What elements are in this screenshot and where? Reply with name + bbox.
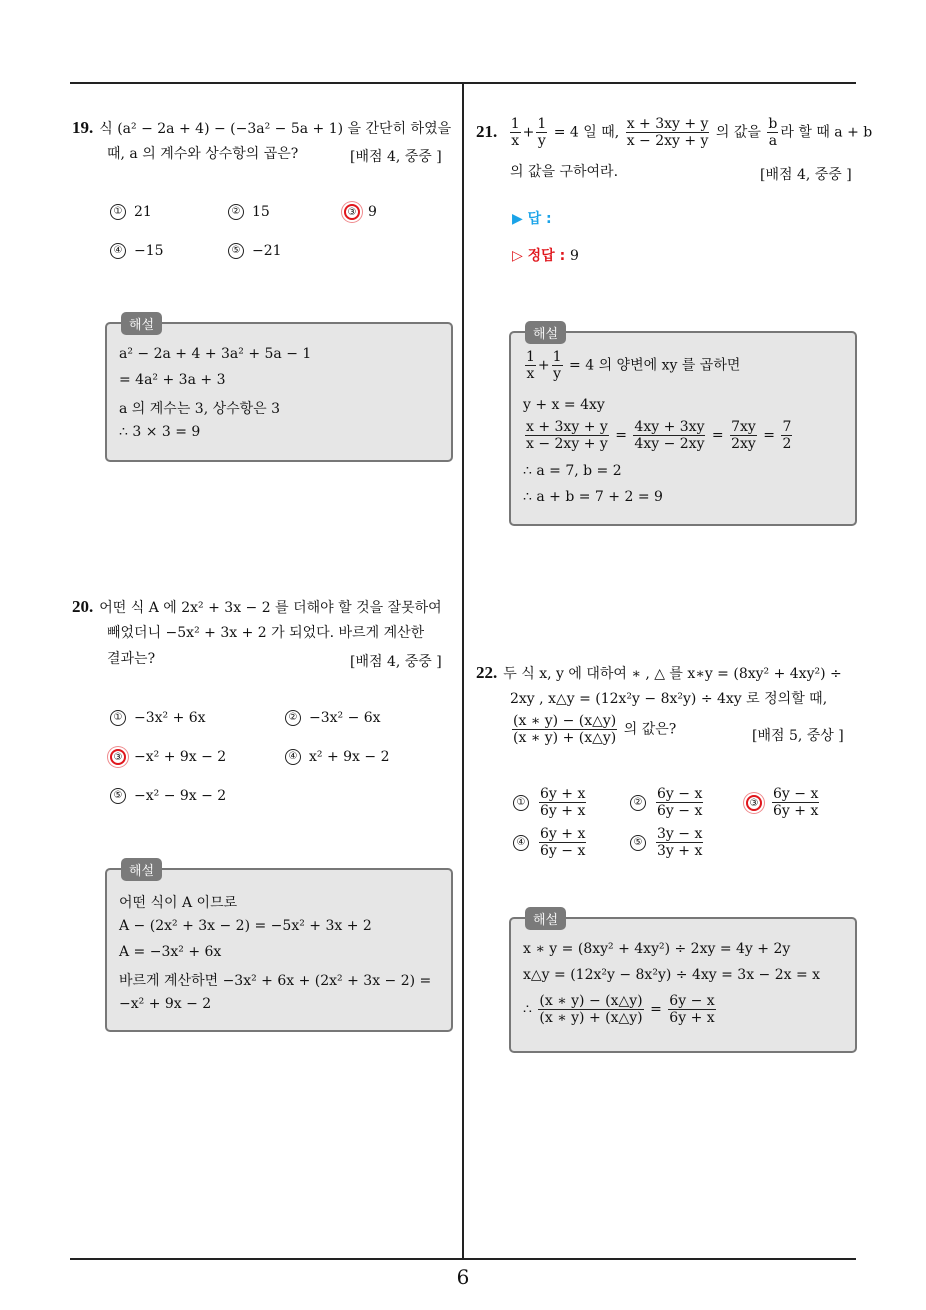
q21-explain-line: $\frac{x + 3xy + y}{x - 2xy + y}$ = $\frac{4xy + 3xy}{4xy - 2xy}$ = $\frac{7xy}{2xy}$ = $\frac{7}{2}$ (526, 419, 792, 452)
q19-explain-line: a 의 계수는 3, 상수항은 3 (119, 401, 281, 417)
q22-meta: [배점 5, 중상 ] (752, 728, 844, 744)
q20-choice-2[interactable]: ② −3x² − 6x (285, 710, 381, 726)
q19-choice-1[interactable]: ① 21 (110, 204, 152, 220)
q21-explain-line: ∴ a = 7, b = 2 (523, 463, 622, 479)
q20-explain-line: −x² + 9x − 2 (119, 996, 212, 1012)
q20-explain-line: 어떤 식이 A 이므로 (119, 895, 238, 911)
q21-line2: 의 값을 구하여라. (510, 164, 619, 180)
q22-explanation-tag: 해설 (525, 907, 566, 930)
q20-choice-3[interactable]: ③ −x² + 9x − 2 (110, 749, 226, 765)
q20-meta: [배점 4, 중중 ] (350, 654, 442, 670)
q20-explain-line: 바르게 계산하면 −3x² + 6x + (2x² + 3x − 2) = (119, 973, 432, 989)
q19-explanation-tag: 해설 (121, 312, 162, 335)
q22-line2: 2xy , x△y = (12x²y − 8x²y) ÷ 4xy 로 정의할 때, (510, 691, 828, 707)
q22-explain-line: x△y = (12x²y − 8x²y) ÷ 4xy = 3x − 2x = x (523, 967, 821, 983)
q20-line2: 빼었더니 −5x² + 3x + 2 가 되었다. 바르게 계산한 (107, 625, 425, 641)
q19-meta: [배점 4, 중중 ] (350, 149, 442, 165)
q21-explain-line: y + x = 4xy (523, 397, 605, 413)
q22-line3: $\frac{(x ∗ y) - (x\triangle y)}{(x ∗ y) + (x\triangle y)}$ 의 값은? (513, 713, 677, 746)
q19-choice-2[interactable]: ② 15 (228, 204, 270, 220)
q22-choice-5[interactable]: ⑤ $\frac{3y - x}{3y + x}$ (630, 826, 705, 859)
q20-explain-line: A − (2x² + 3x − 2) = −5x² + 3x + 2 (119, 918, 372, 934)
q21-line1: 21. $\frac{1}{x}$ + $\frac{1}{y}$ = 4 일 때, $\frac{x + 3xy + y}{x - 2xy + y}$ 의 값을 $\frac{b}{a}$ 라 할 때 a + b (476, 116, 873, 149)
q21-explain-line: ∴ a + b = 7 + 2 = 9 (523, 489, 663, 505)
selected-circle-icon: ③ (110, 749, 126, 765)
q20-line1: 20. 어떤 식 A 에 2x² + 3x − 2 를 더해야 할 것을 잘못하여 (72, 597, 442, 616)
q19-line2: 때, a 의 계수와 상수항의 곱은? (107, 146, 299, 162)
q22-explanation-box (509, 913, 857, 1053)
q22-choice-3[interactable]: ③ $\frac{6y - x}{6y + x}$ (746, 786, 821, 819)
bottom-rule (70, 1258, 856, 1260)
q21-frac-1x: $\frac{1}{x}$ (510, 116, 520, 149)
q19-choice-4[interactable]: ④ −15 (110, 243, 164, 259)
q21-frac-1y: $\frac{1}{y}$ (537, 116, 547, 149)
q19-explain-line: = 4a² + 3a + 3 (119, 372, 226, 388)
q22-frac-expr: $\frac{(x ∗ y) - (x\triangle y)}{(x ∗ y) + (x\triangle y)}$ (513, 713, 617, 746)
q22-choice-1[interactable]: ① $\frac{6y + x}{6y + x}$ (513, 786, 588, 819)
q20-choice-4[interactable]: ④ x² + 9x − 2 (285, 749, 389, 765)
page-number: 6 (456, 1265, 470, 1289)
selected-circle-icon: ③ (746, 795, 762, 811)
q20-explanation-tag: 해설 (121, 858, 162, 881)
q21-answer-label[interactable]: ▶ 답 : (512, 211, 552, 227)
q20-choice-5[interactable]: ⑤ −x² − 9x − 2 (110, 788, 226, 804)
q21-meta: [배점 4, 중중 ] (760, 167, 852, 183)
selected-circle-icon: ③ (344, 204, 360, 220)
q21-explanation-tag: 해설 (525, 321, 566, 344)
q21-frac-ba: $\frac{b}{a}$ (768, 116, 778, 149)
q21-explanation-box (509, 327, 857, 526)
q20-explanation-box (105, 864, 453, 1032)
q20-explain-line: A = −3x² + 6x (119, 944, 222, 960)
q19-choice-5[interactable]: ⑤ −21 (228, 243, 282, 259)
q19-explanation-box (105, 318, 453, 462)
q22-line1: 22. 두 식 x, y 에 대하여 ∗ , △ 를 x∗y = (8xy² + 4xy²) ÷ (476, 663, 842, 682)
q22-choice-2[interactable]: ② $\frac{6y - x}{6y - x}$ (630, 786, 705, 819)
q21-frac-expr: $\frac{x + 3xy + y}{x - 2xy + y}$ (626, 116, 709, 149)
column-divider (462, 82, 464, 1258)
q22-explain-line: x ∗ y = (8xy² + 4xy²) ÷ 2xy = 4y + 2y (523, 941, 791, 957)
q19-choice-3[interactable]: ③ 9 (344, 204, 377, 220)
q19-line1: 19. 식 (a² − 2a + 4) − (−3a² − 5a + 1) 을 간단히 하였을 (72, 118, 452, 137)
q22-explain-line: ∴ $\frac{(x ∗ y) - (x\triangle y)}{(x ∗ y) + (x\triangle y)}$ = $\frac{6y - x}{6y + x}$ (523, 993, 715, 1026)
q22-choice-4[interactable]: ④ $\frac{6y + x}{6y - x}$ (513, 826, 588, 859)
q19-explain-line: ∴ 3 × 3 = 9 (119, 424, 201, 440)
q20-choice-1[interactable]: ① −3x² + 6x (110, 710, 206, 726)
q19-explain-line: a² − 2a + 4 + 3a² + 5a − 1 (119, 346, 312, 362)
q21-explain-line: $\frac{1}{x}$ + $\frac{1}{y}$ = 4 의 양변에 xy 를 곱하면 (526, 349, 741, 382)
q21-correct-answer: ▷ 정답 : 9 (512, 248, 579, 264)
q20-line3: 결과는? (107, 651, 156, 667)
